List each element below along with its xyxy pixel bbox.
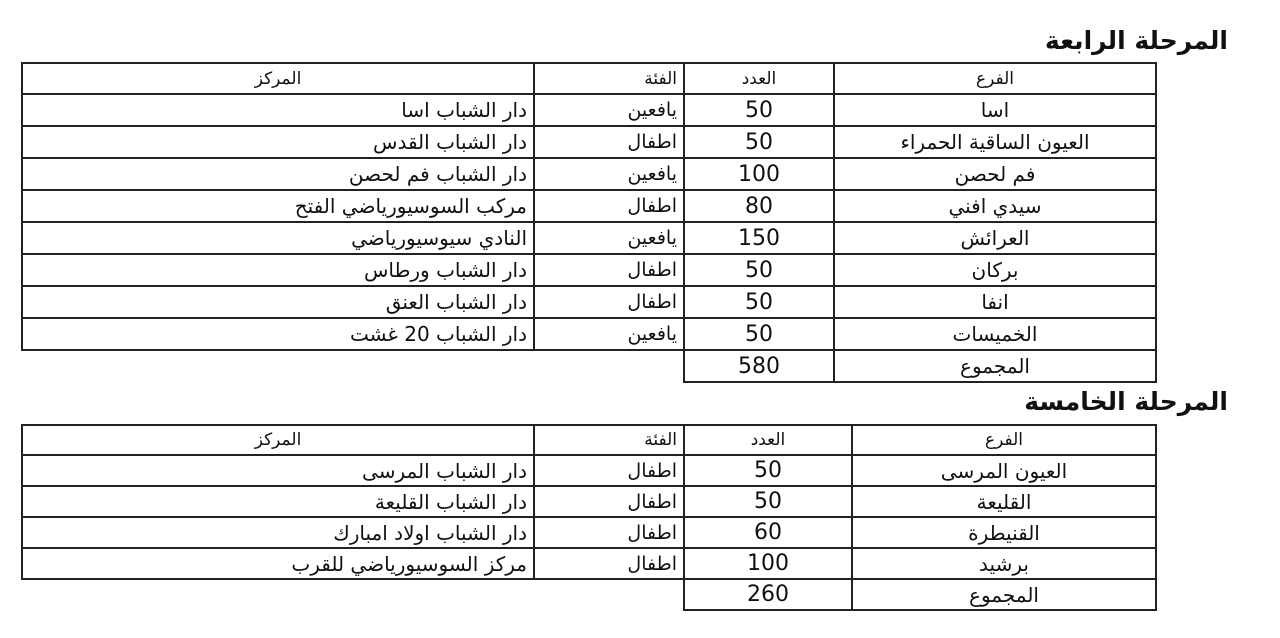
table-row xyxy=(22,486,1156,517)
cell-far: بركان xyxy=(834,254,1156,286)
cell-far: اسا xyxy=(834,94,1156,126)
cell-markaz: دار الشباب ورطاس xyxy=(22,254,534,286)
table-header-row xyxy=(22,63,1156,94)
header-far: الفرع xyxy=(852,425,1156,455)
cell-markaz: دار الشباب اسا xyxy=(22,94,534,126)
table-header-row xyxy=(22,425,1156,455)
table-row xyxy=(22,94,1156,126)
cell-markaz: دار الشباب اولاد امبارك xyxy=(22,517,534,548)
cell-fia: يافعين xyxy=(534,318,684,350)
cell-fia: اطفال xyxy=(534,517,684,548)
table-row xyxy=(22,548,1156,579)
table-row xyxy=(22,517,1156,548)
cell-fia: يافعين xyxy=(534,94,684,126)
cell-adad: 50 xyxy=(684,94,834,126)
header-far: الفرع xyxy=(834,63,1156,94)
cell-adad: 150 xyxy=(684,222,834,254)
cell-fia: اطفال xyxy=(534,455,684,486)
header-adad: العدد xyxy=(684,63,834,94)
header-fia: الفئة xyxy=(534,425,684,455)
cell-markaz: دار الشباب القليعة xyxy=(22,486,534,517)
cell-fia: اطفال xyxy=(534,548,684,579)
table-row xyxy=(22,158,1156,190)
header-fia: الفئة xyxy=(534,63,684,94)
cell-far: برشيد xyxy=(852,548,1156,579)
cell-adad: 50 xyxy=(684,455,852,486)
cell-adad: 50 xyxy=(684,286,834,318)
total-value: 580 xyxy=(684,350,834,382)
cell-far: فم لحصن xyxy=(834,158,1156,190)
blank-cell xyxy=(534,579,684,610)
stage5-table xyxy=(21,424,1157,611)
cell-markaz: مركب السوسيورياضي الفتح xyxy=(22,190,534,222)
total-label: المجموع xyxy=(852,579,1156,610)
stage4-table xyxy=(21,62,1157,383)
stage4-title: المرحلة الرابعة xyxy=(1044,26,1228,55)
cell-markaz: دار الشباب العنق xyxy=(22,286,534,318)
table-row xyxy=(22,254,1156,286)
cell-far: سيدي افني xyxy=(834,190,1156,222)
total-label: المجموع xyxy=(834,350,1156,382)
table-row xyxy=(22,286,1156,318)
blank-cell xyxy=(22,350,534,382)
cell-markaz: النادي سيوسيورياضي xyxy=(22,222,534,254)
cell-fia: اطفال xyxy=(534,286,684,318)
cell-adad: 50 xyxy=(684,254,834,286)
table-row xyxy=(22,222,1156,254)
cell-fia: يافعين xyxy=(534,158,684,190)
blank-cell xyxy=(22,579,534,610)
cell-adad: 80 xyxy=(684,190,834,222)
cell-fia: يافعين xyxy=(534,222,684,254)
header-adad: العدد xyxy=(684,425,852,455)
cell-markaz: دار الشباب القدس xyxy=(22,126,534,158)
cell-markaz: دار الشباب 20 غشت xyxy=(22,318,534,350)
cell-adad: 50 xyxy=(684,318,834,350)
cell-far: القليعة xyxy=(852,486,1156,517)
cell-adad: 50 xyxy=(684,486,852,517)
header-markaz: المركز xyxy=(22,63,534,94)
stage5-title: المرحلة الخامسة xyxy=(1024,387,1228,416)
cell-markaz: دار الشباب المرسى xyxy=(22,455,534,486)
cell-far: العيون الساقية الحمراء xyxy=(834,126,1156,158)
cell-far: انفا xyxy=(834,286,1156,318)
cell-adad: 100 xyxy=(684,548,852,579)
total-row xyxy=(22,579,1156,610)
cell-adad: 60 xyxy=(684,517,852,548)
cell-markaz: مركز السوسيورياضي للقرب xyxy=(22,548,534,579)
total-row xyxy=(22,350,1156,382)
total-value: 260 xyxy=(684,579,852,610)
cell-far: العرائش xyxy=(834,222,1156,254)
table-row xyxy=(22,190,1156,222)
cell-fia: اطفال xyxy=(534,190,684,222)
cell-adad: 50 xyxy=(684,126,834,158)
header-markaz: المركز xyxy=(22,425,534,455)
table-row xyxy=(22,318,1156,350)
blank-cell xyxy=(534,350,684,382)
cell-far: الخميسات xyxy=(834,318,1156,350)
table-row xyxy=(22,126,1156,158)
cell-fia: اطفال xyxy=(534,254,684,286)
table-row xyxy=(22,455,1156,486)
cell-markaz: دار الشباب فم لحصن xyxy=(22,158,534,190)
cell-adad: 100 xyxy=(684,158,834,190)
cell-far: العيون المرسى xyxy=(852,455,1156,486)
cell-fia: اطفال xyxy=(534,126,684,158)
cell-fia: اطفال xyxy=(534,486,684,517)
cell-far: القنيطرة xyxy=(852,517,1156,548)
